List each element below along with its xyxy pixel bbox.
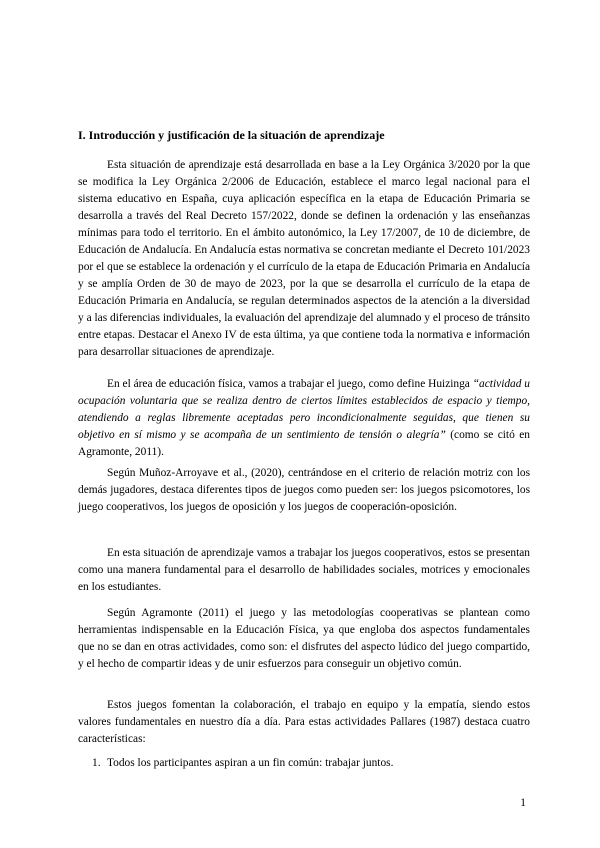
paragraph-huizinga-definition xyxy=(78,376,530,461)
list-item-number: 1. xyxy=(92,757,101,769)
huizinga-quote: “actividad u ocupación voluntaria que se realiza dentro de ciertos límites establecidos de espacio y tiempo, atendiendo a reglas libremente aceptadas pero incondicionalmente seguidas, que tienen su objetivo en sí mismo y se acompaña de un sentimiento de tensión o alegría” xyxy=(78,378,530,441)
paragraph-agramonte: Según Agramonte (2011) el juego y las metodologías cooperativas se plantean como herramientas indispensable en la Educación Física, ya que engloba dos aspectos fundamentales que no se dan en otras actividades, como son: el disfrutes del aspecto lúdico del juego compartido, y el hecho de compartir ideas y de unir esfuerzos para conseguir un objetivo común. xyxy=(78,607,530,670)
paragraph-lead: En el área de educación física, vamos a trabajar el juego, como define Huizinga xyxy=(107,378,473,390)
paragraph-pallares: Estos juegos fomentan la colaboración, el trabajo en equipo y la empatía, siendo estos valores fundamentales en nuestro día a día. Para estas actividades Pallares (1987) destaca cuatro características: xyxy=(78,699,530,745)
list-item xyxy=(78,755,530,772)
characteristics-list xyxy=(78,755,530,772)
citation: (como se citó en Agramonte, 2011). xyxy=(78,429,530,458)
page-number: 1 xyxy=(520,797,526,809)
paragraph-game-types: Según Muñoz-Arroyave et al., (2020), centrándose en el criterio de relación motriz con los demás jugadores, destaca diferentes tipos de juegos como pueden ser: los juegos psicomotores, los juego cooperativos, los juegos de oposición y los juegos de cooperación-oposición. xyxy=(78,467,530,513)
list-item-text: Todos los participantes aspiran a un fin común: trabajar juntos. xyxy=(107,757,394,769)
section-heading: I. Introducción y justificación de la situación de aprendizaje xyxy=(78,128,385,142)
paragraph-legal-framework: Esta situación de aprendizaje está desarrollada en base a la Ley Orgánica 3/2020 por la que se modifica la Ley Orgánica 2/2006 de Educación, establece el marco legal nacional para el sistema educativo en España, cuya aplicación específica en la etapa de Educación Primaria se desarrolla a través del Real Decreto 157/2022, donde se definen la ordenación y las enseñanzas mínimas para todo el territorio. En el ámbito autonómico, la Ley 17/2007, de 10 de diciembre, de Educación de Andalucía. En Andalucía estas normativa se concretan mediante el Decreto 101/2023 por el que se establece la ordenación y el currículo de la etapa de Educación Primaria en Andalucía y se amplía Orden de 30 de mayo de 2023, por la que se desarrolla el currículo de la etapa de Educación Primaria en Andalucía, se regulan determinados aspectos de la atención a la diversidad y a las diferencias individuales, la evaluación del aprendizaje del alumnado y el proceso de tránsito entre etapas. Destacar el Anexo IV de esta última, ya que contiene toda la normativa e información para desarrollar situaciones de aprendizaje. xyxy=(78,159,530,358)
paragraph-cooperative-games: En esta situación de aprendizaje vamos a trabajar los juegos cooperativos, estos se presentan como una manera fundamental para el desarrollo de habilidades sociales, motrices y emocionales en los estudiantes. xyxy=(78,547,530,593)
